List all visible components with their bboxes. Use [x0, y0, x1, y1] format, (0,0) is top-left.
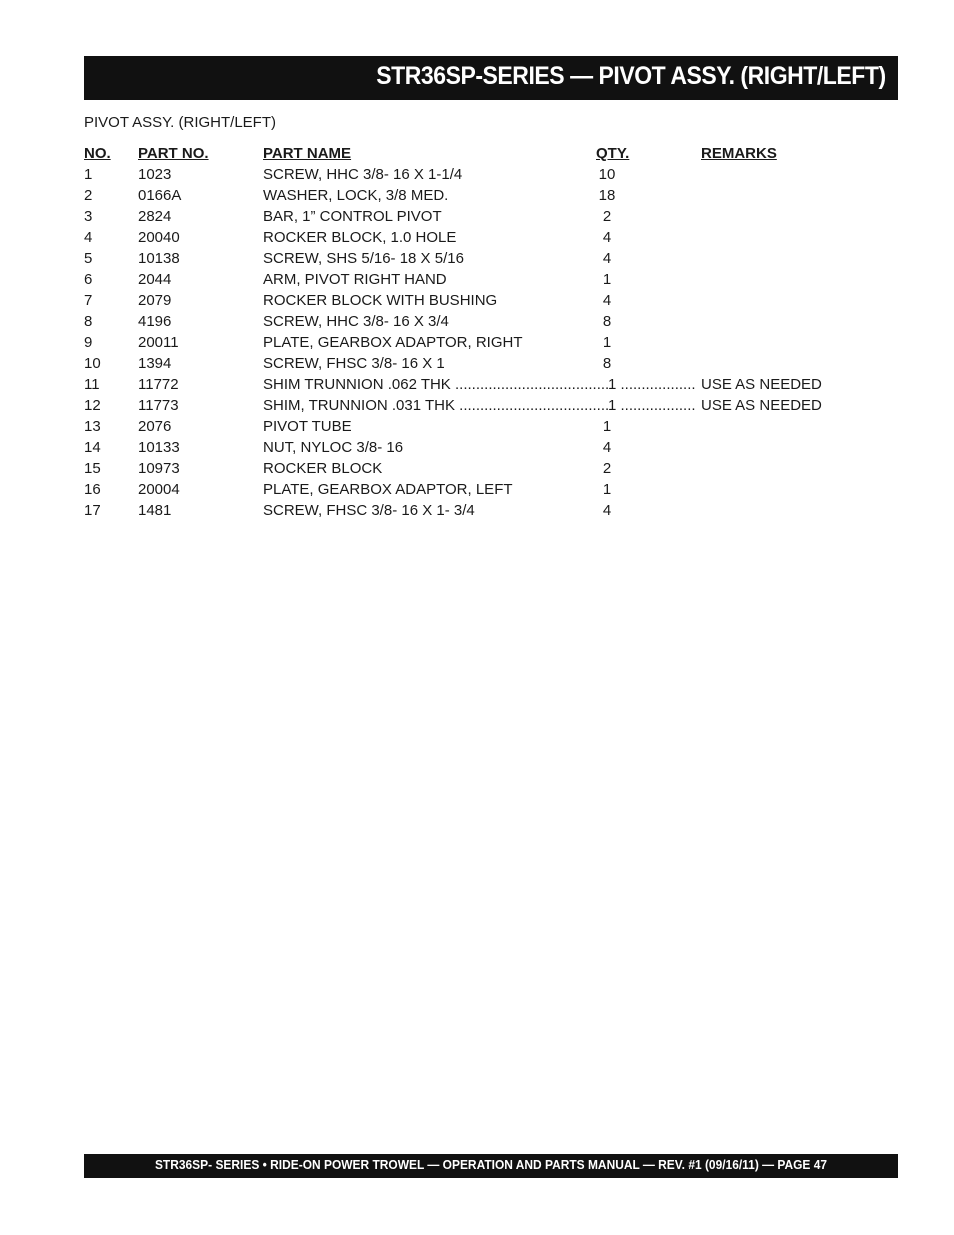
cell-remarks: USE AS NEEDED	[701, 397, 822, 414]
parts-table	[84, 143, 844, 521]
cell-no: 7	[84, 292, 93, 309]
cell-part-no: 1394	[138, 355, 172, 372]
table-row	[84, 185, 844, 206]
cell-qty: 4	[602, 292, 612, 309]
cell-qty: 1 .....	[608, 395, 696, 416]
table-row	[84, 248, 844, 269]
cell-part-no: 2824	[138, 208, 172, 225]
table-row	[84, 290, 844, 311]
header-remarks: REMARKS	[701, 145, 777, 162]
cell-no: 12	[84, 397, 101, 414]
cell-part-no: 20004	[138, 481, 180, 498]
cell-qty: 10	[598, 166, 616, 183]
cell-part-no: 11772	[138, 376, 179, 393]
cell-part-no: 2079	[138, 292, 172, 309]
table-row	[84, 311, 844, 332]
cell-qty: 4	[602, 502, 612, 519]
cell-no: 13	[84, 418, 101, 435]
table-row	[84, 206, 844, 227]
header-part-no: PART NO.	[138, 145, 209, 162]
page-title: STR36SP-SERIES — PIVOT ASSY. (RIGHT/LEFT)	[376, 62, 886, 90]
cell-part-name: SCREW, FHSC 3/8- 16 X 1- 3/4	[263, 502, 475, 519]
cell-qty: 4	[602, 439, 612, 456]
cell-part-name: PLATE, GEARBOX ADAPTOR, RIGHT	[263, 334, 523, 351]
cell-part-no: 20011	[138, 334, 179, 351]
cell-part-no: 10973	[138, 460, 180, 477]
table-row	[84, 269, 844, 290]
cell-no: 5	[84, 250, 93, 267]
cell-no: 11	[84, 376, 100, 393]
cell-no: 14	[84, 439, 101, 456]
cell-part-name: ROCKER BLOCK, 1.0 HOLE	[263, 229, 457, 246]
cell-qty: 1 .....	[608, 374, 696, 395]
table-row	[84, 500, 844, 521]
footer-text: STR36SP- SERIES • RIDE-ON POWER TROWEL — OPERATION AND PARTS MANUAL — REV. #1 (09/16/11) — PAGE 47	[154, 1157, 828, 1172]
table-row	[84, 479, 844, 500]
cell-part-name: SCREW, FHSC 3/8- 16 X 1	[263, 355, 445, 372]
cell-qty: 2	[602, 460, 612, 477]
cell-qty: 8	[602, 313, 612, 330]
table-row	[84, 227, 844, 248]
page-footer	[84, 1154, 898, 1178]
cell-part-name: ROCKER BLOCK	[263, 460, 383, 477]
cell-part-name: WASHER, LOCK, 3/8 MED.	[263, 187, 449, 204]
cell-remarks: USE AS NEEDED	[701, 376, 822, 393]
cell-no: 6	[84, 271, 93, 288]
cell-qty: 18	[598, 187, 616, 204]
cell-qty: 4	[602, 229, 612, 246]
cell-qty: 4	[602, 250, 612, 267]
cell-no: 1	[84, 166, 93, 183]
cell-part-name: NUT, NYLOC 3/8- 16	[263, 439, 404, 456]
cell-part-no: 2076	[138, 418, 172, 435]
cell-part-no: 1023	[138, 166, 172, 183]
table-row	[84, 332, 844, 353]
cell-no: 16	[84, 481, 101, 498]
cell-no: 10	[84, 355, 101, 372]
section-subtitle: PIVOT ASSY. (RIGHT/LEFT)	[84, 114, 276, 131]
cell-part-no: 11773	[138, 397, 179, 414]
cell-no: 3	[84, 208, 93, 225]
cell-part-no: 4196	[138, 313, 172, 330]
header-part-name: PART NAME	[263, 145, 352, 162]
cell-qty: 1	[602, 334, 612, 351]
cell-no: 8	[84, 313, 93, 330]
cell-no: 15	[84, 460, 101, 477]
header-no: NO.	[84, 145, 111, 162]
table-row	[84, 374, 844, 395]
table-row	[84, 353, 844, 374]
cell-part-name: SHIM, TRUNNION .031 THK .....	[263, 395, 608, 416]
cell-no: 9	[84, 334, 93, 351]
cell-part-name: SCREW, SHS 5/16- 18 X 5/16	[263, 250, 464, 267]
table-row	[84, 416, 844, 437]
cell-part-name: SHIM TRUNNION .062 THK .....	[263, 374, 608, 395]
cell-part-name: ARM, PIVOT RIGHT HAND	[263, 271, 447, 288]
cell-part-no: 10138	[138, 250, 180, 267]
cell-part-name: SCREW, HHC 3/8- 16 X 3/4	[263, 313, 449, 330]
cell-part-no: 2044	[138, 271, 172, 288]
table-row	[84, 395, 844, 416]
table-row	[84, 458, 844, 479]
cell-no: 2	[84, 187, 93, 204]
parts-rows	[84, 164, 844, 521]
cell-part-no: 10133	[138, 439, 180, 456]
cell-qty: 2	[602, 208, 612, 225]
cell-part-name: ROCKER BLOCK WITH BUSHING	[263, 292, 498, 309]
header-qty: QTY.	[596, 145, 630, 162]
cell-qty: 8	[602, 355, 612, 372]
table-header	[84, 143, 844, 164]
cell-qty: 1	[602, 418, 612, 435]
cell-no: 17	[84, 502, 101, 519]
cell-part-no: 20040	[138, 229, 180, 246]
cell-part-name: PLATE, GEARBOX ADAPTOR, LEFT	[263, 481, 513, 498]
table-row	[84, 164, 844, 185]
page-title-bar	[84, 56, 898, 100]
cell-qty: 1	[602, 481, 612, 498]
cell-part-name: BAR, 1” CONTROL PIVOT	[263, 208, 442, 225]
cell-part-no: 0166A	[138, 187, 182, 204]
cell-part-name: SCREW, HHC 3/8- 16 X 1-1/4	[263, 166, 463, 183]
cell-part-name: PIVOT TUBE	[263, 418, 352, 435]
cell-qty: 1	[602, 271, 612, 288]
table-row	[84, 437, 844, 458]
cell-part-no: 1481	[138, 502, 172, 519]
cell-no: 4	[84, 229, 93, 246]
